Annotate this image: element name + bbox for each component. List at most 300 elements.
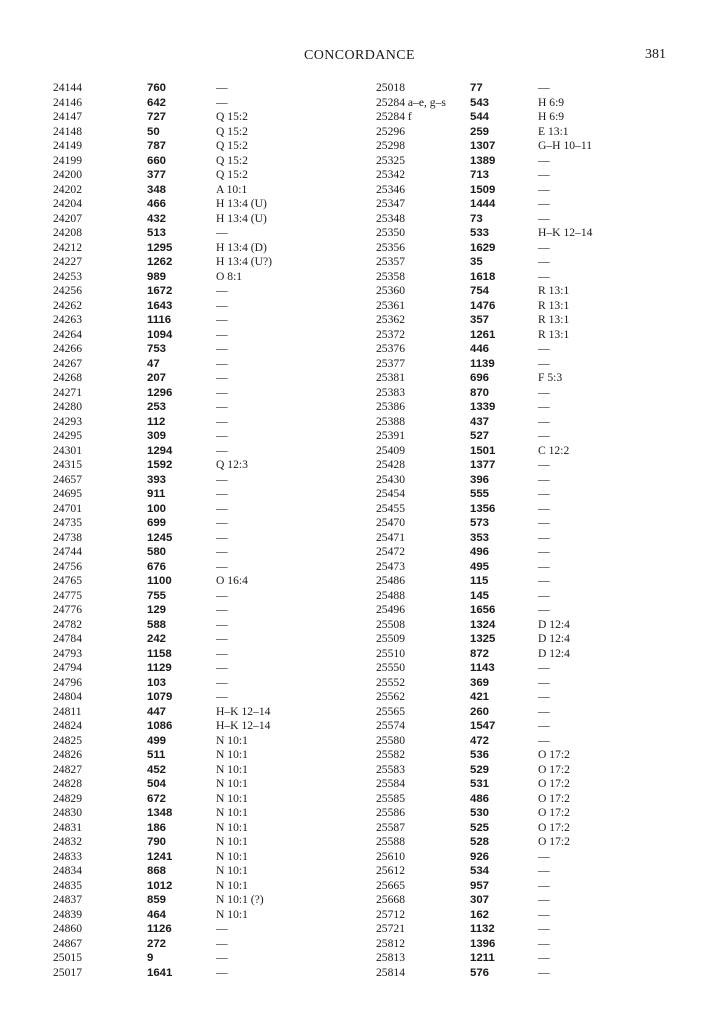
- reference: —: [538, 487, 550, 500]
- catalog-number: 24264: [53, 327, 82, 341]
- reference: N 10:1: [216, 820, 248, 834]
- entry-number: 9: [147, 952, 154, 964]
- catalog-number: 25430: [376, 472, 405, 486]
- reference: O 8:1: [216, 269, 243, 283]
- table-row: [53, 342, 343, 357]
- reference: F 5:3: [538, 371, 563, 384]
- reference: —: [538, 878, 550, 892]
- table-row: [376, 168, 686, 183]
- catalog-number: 24796: [53, 675, 82, 689]
- reference: H 6:9: [538, 110, 565, 123]
- reference: —: [216, 414, 228, 428]
- catalog-number: 24828: [53, 777, 82, 790]
- reference: —: [216, 632, 228, 645]
- reference: N 10:1: [216, 762, 248, 776]
- catalog-number: 24775: [53, 588, 82, 602]
- table-row: [376, 183, 686, 198]
- reference: —: [538, 211, 550, 225]
- entry-number: 753: [147, 343, 167, 355]
- entry-number: 1356: [470, 502, 496, 515]
- table-row: [376, 342, 686, 357]
- reference: —: [538, 530, 550, 544]
- reference: D 12:4: [538, 617, 570, 631]
- catalog-number: 25665: [376, 878, 405, 892]
- reference: —: [538, 255, 550, 268]
- table-row: [376, 951, 686, 966]
- catalog-number: 24793: [53, 646, 82, 660]
- reference: —: [538, 472, 550, 486]
- catalog-number: 25472: [376, 545, 405, 558]
- table-row: [53, 690, 343, 705]
- reference: H 6:9: [538, 95, 565, 109]
- entry-number: 1476: [470, 299, 496, 312]
- table-row: [53, 255, 343, 270]
- reference: N 10:1: [216, 806, 248, 819]
- table-row: [53, 719, 343, 734]
- reference: O 17:2: [538, 777, 570, 790]
- catalog-number: 25584: [376, 777, 405, 790]
- table-row: [376, 676, 686, 691]
- table-row: [376, 748, 686, 763]
- entry-number: 100: [147, 502, 167, 515]
- reference: —: [216, 530, 228, 544]
- table-row: [376, 908, 686, 923]
- entry-number: 1348: [147, 807, 173, 819]
- catalog-number: 24804: [53, 690, 82, 703]
- reference: —: [538, 153, 550, 167]
- reference: —: [216, 400, 228, 413]
- catalog-number: 24263: [53, 313, 82, 326]
- catalog-number: 24256: [53, 284, 82, 297]
- reference: R 13:1: [538, 298, 570, 312]
- reference: R 13:1: [538, 327, 570, 341]
- table-row: [53, 516, 343, 531]
- table-row: [376, 212, 686, 227]
- reference: —: [216, 965, 228, 979]
- reference: N 10:1: [216, 864, 248, 877]
- table-row: [53, 806, 343, 821]
- reference: —: [216, 617, 228, 631]
- entry-number: 790: [147, 836, 167, 848]
- catalog-number: 24301: [53, 443, 82, 457]
- entry-number: 73: [470, 212, 483, 225]
- table-row: [376, 879, 686, 894]
- table-row: [53, 183, 343, 198]
- table-row: [53, 226, 343, 241]
- reference: —: [538, 733, 550, 747]
- catalog-number: 24148: [53, 124, 82, 138]
- reference: —: [216, 516, 228, 529]
- reference: E 13:1: [538, 124, 569, 138]
- entry-number: 755: [147, 589, 167, 602]
- reference: N 10:1: [216, 748, 248, 761]
- reference: —: [216, 646, 228, 660]
- catalog-number: 25298: [376, 139, 405, 152]
- catalog-number: 25668: [376, 893, 405, 906]
- reference: —: [538, 559, 550, 573]
- catalog-number: 25582: [376, 748, 405, 761]
- reference: —: [216, 487, 228, 500]
- reference: —: [538, 356, 550, 370]
- reference: —: [216, 95, 228, 109]
- entry-number: 357: [470, 314, 490, 326]
- entry-number: 446: [470, 343, 490, 355]
- table-row: [376, 763, 686, 778]
- table-row: [376, 647, 686, 662]
- reference: D 12:4: [538, 632, 570, 645]
- entry-number: 1086: [147, 720, 173, 732]
- reference: C 12:2: [538, 443, 570, 457]
- catalog-number: 25812: [376, 936, 405, 950]
- entry-number: 1629: [470, 241, 496, 254]
- table-row: [53, 400, 343, 415]
- catalog-number: 25017: [53, 965, 82, 979]
- reference: —: [538, 385, 550, 399]
- catalog-number: 24227: [53, 255, 82, 268]
- entry-number: 47: [147, 357, 160, 370]
- reference: —: [538, 501, 550, 515]
- entry-number: 699: [147, 517, 167, 529]
- entry-number: 1444: [470, 198, 496, 210]
- catalog-number: 25428: [376, 458, 405, 471]
- reference: H 13:4 (U?): [216, 255, 273, 268]
- table-row: [53, 458, 343, 473]
- catalog-number: 24208: [53, 226, 82, 239]
- catalog-number: 24268: [53, 371, 82, 384]
- reference: Q 15:2: [216, 153, 248, 167]
- catalog-number: 24830: [53, 806, 82, 819]
- catalog-number: 24146: [53, 95, 82, 109]
- catalog-number: 24149: [53, 139, 82, 152]
- catalog-number: 24657: [53, 472, 82, 486]
- table-row: [53, 313, 343, 328]
- reference: O 17:2: [538, 791, 570, 805]
- catalog-number: 24833: [53, 849, 82, 863]
- reference: —: [216, 545, 228, 558]
- table-row: [376, 444, 686, 459]
- table-row: [53, 618, 343, 633]
- entry-number: 531: [470, 778, 490, 790]
- table-row: [376, 299, 686, 314]
- reference: —: [538, 661, 550, 674]
- entry-number: 957: [470, 879, 490, 892]
- entry-number: 1618: [470, 270, 496, 283]
- entry-number: 576: [470, 966, 490, 979]
- table-row: [53, 81, 343, 96]
- catalog-number: 24695: [53, 487, 82, 500]
- entry-number: 77: [470, 82, 483, 94]
- catalog-number: 24811: [53, 704, 82, 718]
- catalog-number: 25386: [376, 400, 405, 413]
- page-number: 381: [645, 47, 666, 62]
- catalog-number: 25347: [376, 197, 405, 210]
- catalog-number: 24212: [53, 240, 82, 254]
- table-row: [53, 241, 343, 256]
- catalog-number: 25391: [376, 429, 405, 442]
- reference: —: [538, 849, 550, 863]
- catalog-number: 25388: [376, 414, 405, 428]
- reference: N 10:1: [216, 849, 248, 863]
- entry-number: 754: [470, 285, 490, 297]
- table-row: [376, 531, 686, 546]
- entry-number: 1339: [470, 401, 496, 413]
- table-row: [376, 966, 686, 981]
- catalog-number: 25587: [376, 820, 405, 834]
- catalog-number: 25552: [376, 675, 405, 689]
- entry-number: 504: [147, 778, 167, 790]
- entry-number: 1641: [147, 966, 173, 979]
- table-row: [376, 328, 686, 343]
- reference: O 16:4: [216, 574, 248, 587]
- reference: —: [216, 936, 228, 950]
- catalog-number: 24280: [53, 400, 82, 413]
- table-row: [376, 690, 686, 705]
- table-row: [376, 792, 686, 807]
- catalog-number: 25455: [376, 501, 405, 515]
- table-row: [376, 937, 686, 952]
- reference: —: [538, 81, 550, 94]
- catalog-number: 25360: [376, 284, 405, 297]
- reference: H–K 12–14: [538, 226, 593, 239]
- catalog-number: 25325: [376, 153, 405, 167]
- entry-number: 369: [470, 676, 490, 689]
- table-row: [53, 299, 343, 314]
- entry-number: 870: [470, 386, 490, 399]
- reference: —: [216, 661, 228, 674]
- table-row: [53, 371, 343, 386]
- reference: H 13:4 (D): [216, 240, 267, 254]
- entry-number: 393: [147, 473, 167, 486]
- catalog-number: 24831: [53, 820, 82, 834]
- entry-number: 727: [147, 111, 167, 123]
- table-row: [376, 154, 686, 169]
- table-row: [53, 835, 343, 850]
- catalog-number: 24253: [53, 269, 82, 283]
- catalog-number: 24825: [53, 733, 82, 747]
- table-row: [376, 806, 686, 821]
- entry-number: 1126: [147, 923, 172, 935]
- reference: —: [216, 588, 228, 602]
- reference: —: [216, 429, 228, 442]
- table-row: [376, 545, 686, 560]
- catalog-number: 25358: [376, 269, 405, 283]
- catalog-number: 25814: [376, 965, 405, 979]
- entry-number: 642: [147, 96, 167, 109]
- table-row: [53, 603, 343, 618]
- catalog-number: 24738: [53, 530, 82, 544]
- reference: O 17:2: [538, 806, 570, 819]
- catalog-number: 24262: [53, 298, 82, 312]
- reference: —: [216, 342, 228, 355]
- reference: —: [538, 414, 550, 428]
- catalog-number: 25350: [376, 226, 405, 239]
- catalog-number: 24147: [53, 110, 82, 123]
- entry-number: 1396: [470, 937, 496, 950]
- entry-number: 534: [470, 865, 490, 877]
- table-row: [53, 893, 343, 908]
- entry-number: 672: [147, 792, 167, 805]
- right-column: [376, 81, 686, 980]
- catalog-number: 25409: [376, 443, 405, 457]
- table-row: [53, 125, 343, 140]
- table-row: [53, 560, 343, 575]
- reference: —: [216, 226, 228, 239]
- reference: —: [216, 603, 228, 616]
- entry-number: 529: [470, 763, 490, 776]
- table-row: [53, 139, 343, 154]
- table-row: [376, 487, 686, 502]
- reference: —: [216, 559, 228, 573]
- reference: —: [216, 327, 228, 341]
- reference: —: [538, 936, 550, 950]
- entry-number: 660: [147, 154, 167, 167]
- table-row: [53, 951, 343, 966]
- entry-number: 112: [147, 415, 166, 428]
- entry-number: 1296: [147, 386, 173, 399]
- catalog-number: 24200: [53, 168, 82, 181]
- table-row: [53, 328, 343, 343]
- entry-number: 1325: [470, 633, 496, 645]
- reference: O 17:2: [538, 762, 570, 776]
- reference: —: [538, 864, 550, 877]
- catalog-number: 24794: [53, 661, 82, 674]
- table-row: [53, 168, 343, 183]
- catalog-number: 24784: [53, 632, 82, 645]
- table-row: [376, 777, 686, 792]
- entry-number: 573: [470, 517, 490, 529]
- table-row: [53, 415, 343, 430]
- entry-number: 1501: [470, 444, 496, 457]
- entry-number: 1129: [147, 662, 172, 674]
- table-row: [53, 763, 343, 778]
- entry-number: 1079: [147, 691, 173, 703]
- table-row: [53, 792, 343, 807]
- table-row: [53, 908, 343, 923]
- reference: N 10:1: [216, 733, 248, 747]
- entry-number: 1294: [147, 444, 173, 457]
- catalog-number: 24867: [53, 936, 82, 950]
- table-row: [376, 96, 686, 111]
- entry-number: 50: [147, 125, 160, 138]
- entry-number: 103: [147, 676, 167, 689]
- reference: D 12:4: [538, 646, 570, 660]
- entry-number: 272: [147, 937, 167, 950]
- reference: —: [538, 429, 550, 442]
- catalog-number: 25284 f: [376, 110, 412, 123]
- entry-number: 1307: [470, 140, 496, 152]
- table-row: [53, 850, 343, 865]
- table-row: [53, 922, 343, 937]
- table-row: [376, 241, 686, 256]
- entry-number: 1262: [147, 256, 173, 268]
- table-row: [376, 429, 686, 444]
- entry-number: 35: [470, 256, 483, 268]
- reference: H–K 12–14: [216, 704, 271, 718]
- catalog-number: 24199: [53, 153, 82, 167]
- entry-number: 186: [147, 821, 167, 834]
- entry-number: 872: [470, 647, 490, 660]
- entry-number: 1324: [470, 618, 496, 631]
- entry-number: 676: [147, 560, 167, 573]
- entry-number: 207: [147, 372, 167, 384]
- catalog-number: 25565: [376, 704, 405, 718]
- catalog-number: 25612: [376, 864, 405, 877]
- catalog-number: 25018: [376, 81, 405, 94]
- table-row: [53, 661, 343, 676]
- entry-number: 536: [470, 749, 490, 761]
- reference: —: [216, 922, 228, 935]
- entry-number: 528: [470, 836, 490, 848]
- reference: —: [216, 443, 228, 457]
- table-row: [376, 821, 686, 836]
- reference: N 10:1: [216, 777, 248, 790]
- reference: —: [538, 269, 550, 283]
- entry-number: 713: [470, 169, 490, 181]
- entry-number: 760: [147, 82, 167, 94]
- catalog-number: 24824: [53, 719, 82, 732]
- table-row: [53, 777, 343, 792]
- entry-number: 253: [147, 401, 167, 413]
- table-row: [376, 110, 686, 125]
- reference: —: [538, 240, 550, 254]
- reference: —: [538, 197, 550, 210]
- reference: O 17:2: [538, 820, 570, 834]
- reference: N 10:1: [216, 878, 248, 892]
- table-row: [376, 255, 686, 270]
- table-row: [53, 821, 343, 836]
- catalog-number: 24735: [53, 516, 82, 529]
- entry-number: 989: [147, 270, 167, 283]
- table-row: [53, 545, 343, 560]
- entry-number: 1295: [147, 241, 173, 254]
- reference: —: [538, 182, 550, 196]
- catalog-number: 25550: [376, 661, 405, 674]
- catalog-number: 25356: [376, 240, 405, 254]
- table-row: [376, 139, 686, 154]
- catalog-number: 25348: [376, 211, 405, 225]
- entry-number: 530: [470, 807, 490, 819]
- catalog-number: 24207: [53, 211, 82, 225]
- table-row: [376, 719, 686, 734]
- reference: —: [216, 371, 228, 384]
- reference: —: [538, 922, 550, 935]
- catalog-number: 25383: [376, 385, 405, 399]
- entry-number: 464: [147, 908, 167, 921]
- catalog-number: 25583: [376, 762, 405, 776]
- entry-number: 396: [470, 473, 490, 486]
- table-row: [53, 632, 343, 647]
- entry-number: 1132: [470, 923, 495, 935]
- table-row: [376, 386, 686, 401]
- entry-number: 544: [470, 111, 490, 123]
- reference: —: [538, 907, 550, 921]
- table-row: [376, 632, 686, 647]
- entry-number: 259: [470, 125, 490, 138]
- table-row: [376, 284, 686, 299]
- table-row: [376, 357, 686, 372]
- catalog-number: 25574: [376, 719, 405, 732]
- entry-number: 588: [147, 618, 167, 631]
- reference: N 10:1: [216, 907, 248, 921]
- catalog-number: 25015: [53, 951, 82, 964]
- catalog-number: 25580: [376, 733, 405, 747]
- entry-number: 421: [470, 691, 490, 703]
- table-row: [376, 502, 686, 517]
- reference: O 17:2: [538, 748, 570, 761]
- catalog-number: 24829: [53, 791, 82, 805]
- entry-number: 495: [470, 560, 490, 573]
- table-row: [376, 589, 686, 604]
